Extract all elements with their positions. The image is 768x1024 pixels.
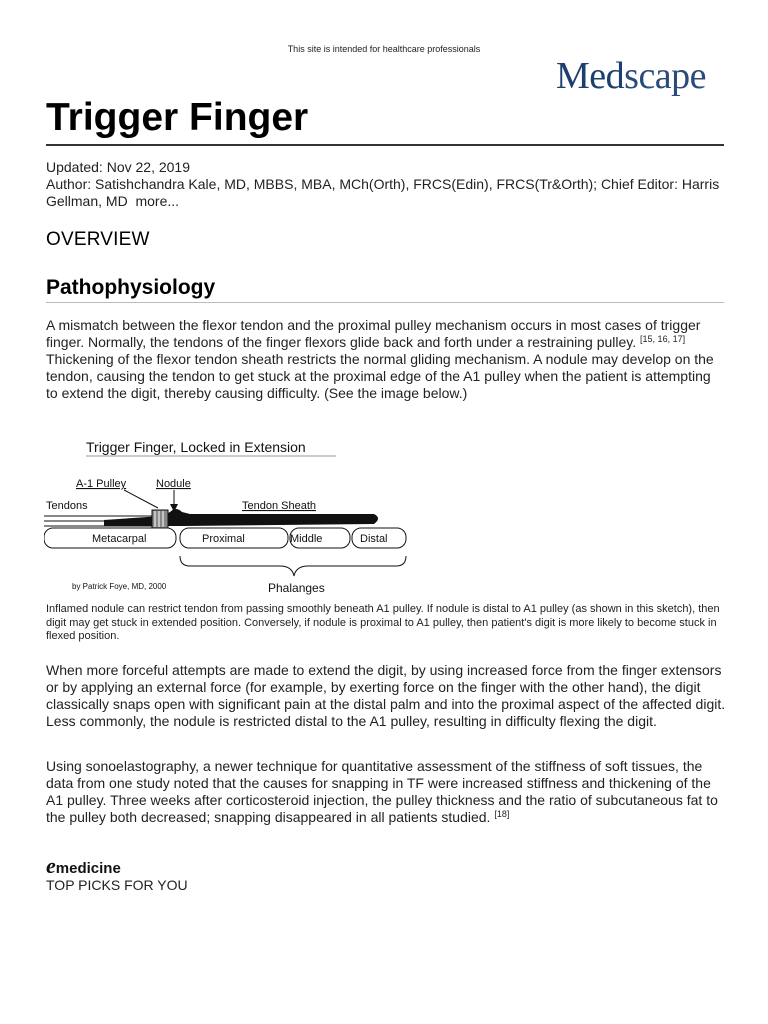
paragraph-1-text-b: Thickening of the flexor tendon sheath restricts the normal gliding mechanism. A nodule may develop on the tendon, causing the tendon to get stuck at the proximal edge of the A1 pulley when the patient is attempting to extend the digit, thereby causing difficulty. (See the image below.) [46, 351, 714, 401]
emedicine-logo[interactable] [46, 853, 121, 878]
heading-divider [46, 302, 724, 303]
label-credit: by Patrick Foye, MD, 2000 [72, 582, 167, 591]
label-tendon-sheath: Tendon Sheath [242, 500, 317, 512]
author-text: Author: Satishchandra Kale, MD, MBBS, MBA, MCh(Orth), FRCS(Edin), FRCS(Tr&Orth); Chief Editor: Harris Gellman, MD [46, 176, 720, 209]
paragraph-3 [46, 758, 726, 826]
emedicine-text: medicine [55, 860, 121, 877]
paragraph-1 [46, 317, 726, 402]
updated-date: Updated: Nov 22, 2019 [46, 159, 190, 175]
healthcare-notice: This site is intended for healthcare professionals [287, 44, 481, 54]
label-metacarpal: Metacarpal [92, 533, 147, 545]
trigger-finger-figure[interactable] [44, 432, 424, 602]
label-tendons: Tendons [46, 500, 88, 512]
page-title: Trigger Finger [46, 96, 309, 139]
section-heading: Pathophysiology [46, 276, 216, 299]
label-a1-pulley: A-1 Pulley [76, 478, 127, 490]
figure-caption: Inflamed nodule can restrict tendon from passing smoothly beneath A1 pulley. If nodule is distal to A1 pulley (as shown in this sketch), then digit may get stuck in extended position. Conversely, if nodule is proximal to A1 pulley, then patient's digit is more likely to become stuck in flexed position. [46, 603, 720, 642]
label-nodule: Nodule [156, 478, 191, 490]
logo-scape: scape [624, 55, 707, 97]
reference-link[interactable]: [15, 16, 17] [640, 334, 686, 344]
section-label: OVERVIEW [46, 229, 150, 250]
article-meta [46, 159, 726, 210]
label-phalanges: Phalanges [268, 581, 325, 595]
author-line [46, 176, 726, 210]
top-picks-heading: TOP PICKS FOR YOU [46, 877, 188, 893]
label-middle: Middle [290, 533, 323, 545]
emedicine-e: e [46, 853, 56, 878]
paragraph-2: When more forceful attempts are made to extend the digit, by using increased force from the finger extensors or by applying an external force (for example, by exerting force on the finger with the other hand), the digit classically snaps open with significant pain at the distal palm and into the proximal aspect of the affected digit. Less commonly, the nodule is restricted distal to the A1 pulley, resulting in difficulty flexing the digit. [46, 662, 726, 729]
label-distal: Distal [360, 533, 388, 545]
paragraph-3-text: Using sonoelastography, a newer technique for quantitative assessment of the stiffness of soft tissues, the data from one study noted that the causes for snapping in TF were increased stiffness and thickening of the A1 pulley. Three weeks after corticosteroid injection, the pulley thickness and the ratio of subcutaneous fat to the pulley both decreased; snapping disappeared in all patients studied. [46, 758, 718, 825]
label-proximal: Proximal [202, 533, 245, 545]
paragraph-1-text-a: A mismatch between the flexor tendon and the proximal pulley mechanism occurs in most cases of trigger finger. Normally, the tendons of the finger flexors glide back and forth under a restraining pulley. [46, 317, 701, 350]
figure-title: Trigger Finger, Locked in Extension [86, 439, 306, 455]
reference-link[interactable]: [18] [494, 809, 510, 819]
title-divider [46, 144, 724, 146]
more-link[interactable]: more... [135, 193, 180, 209]
logo-med: Med [556, 55, 625, 97]
medscape-logo[interactable] [556, 54, 706, 98]
